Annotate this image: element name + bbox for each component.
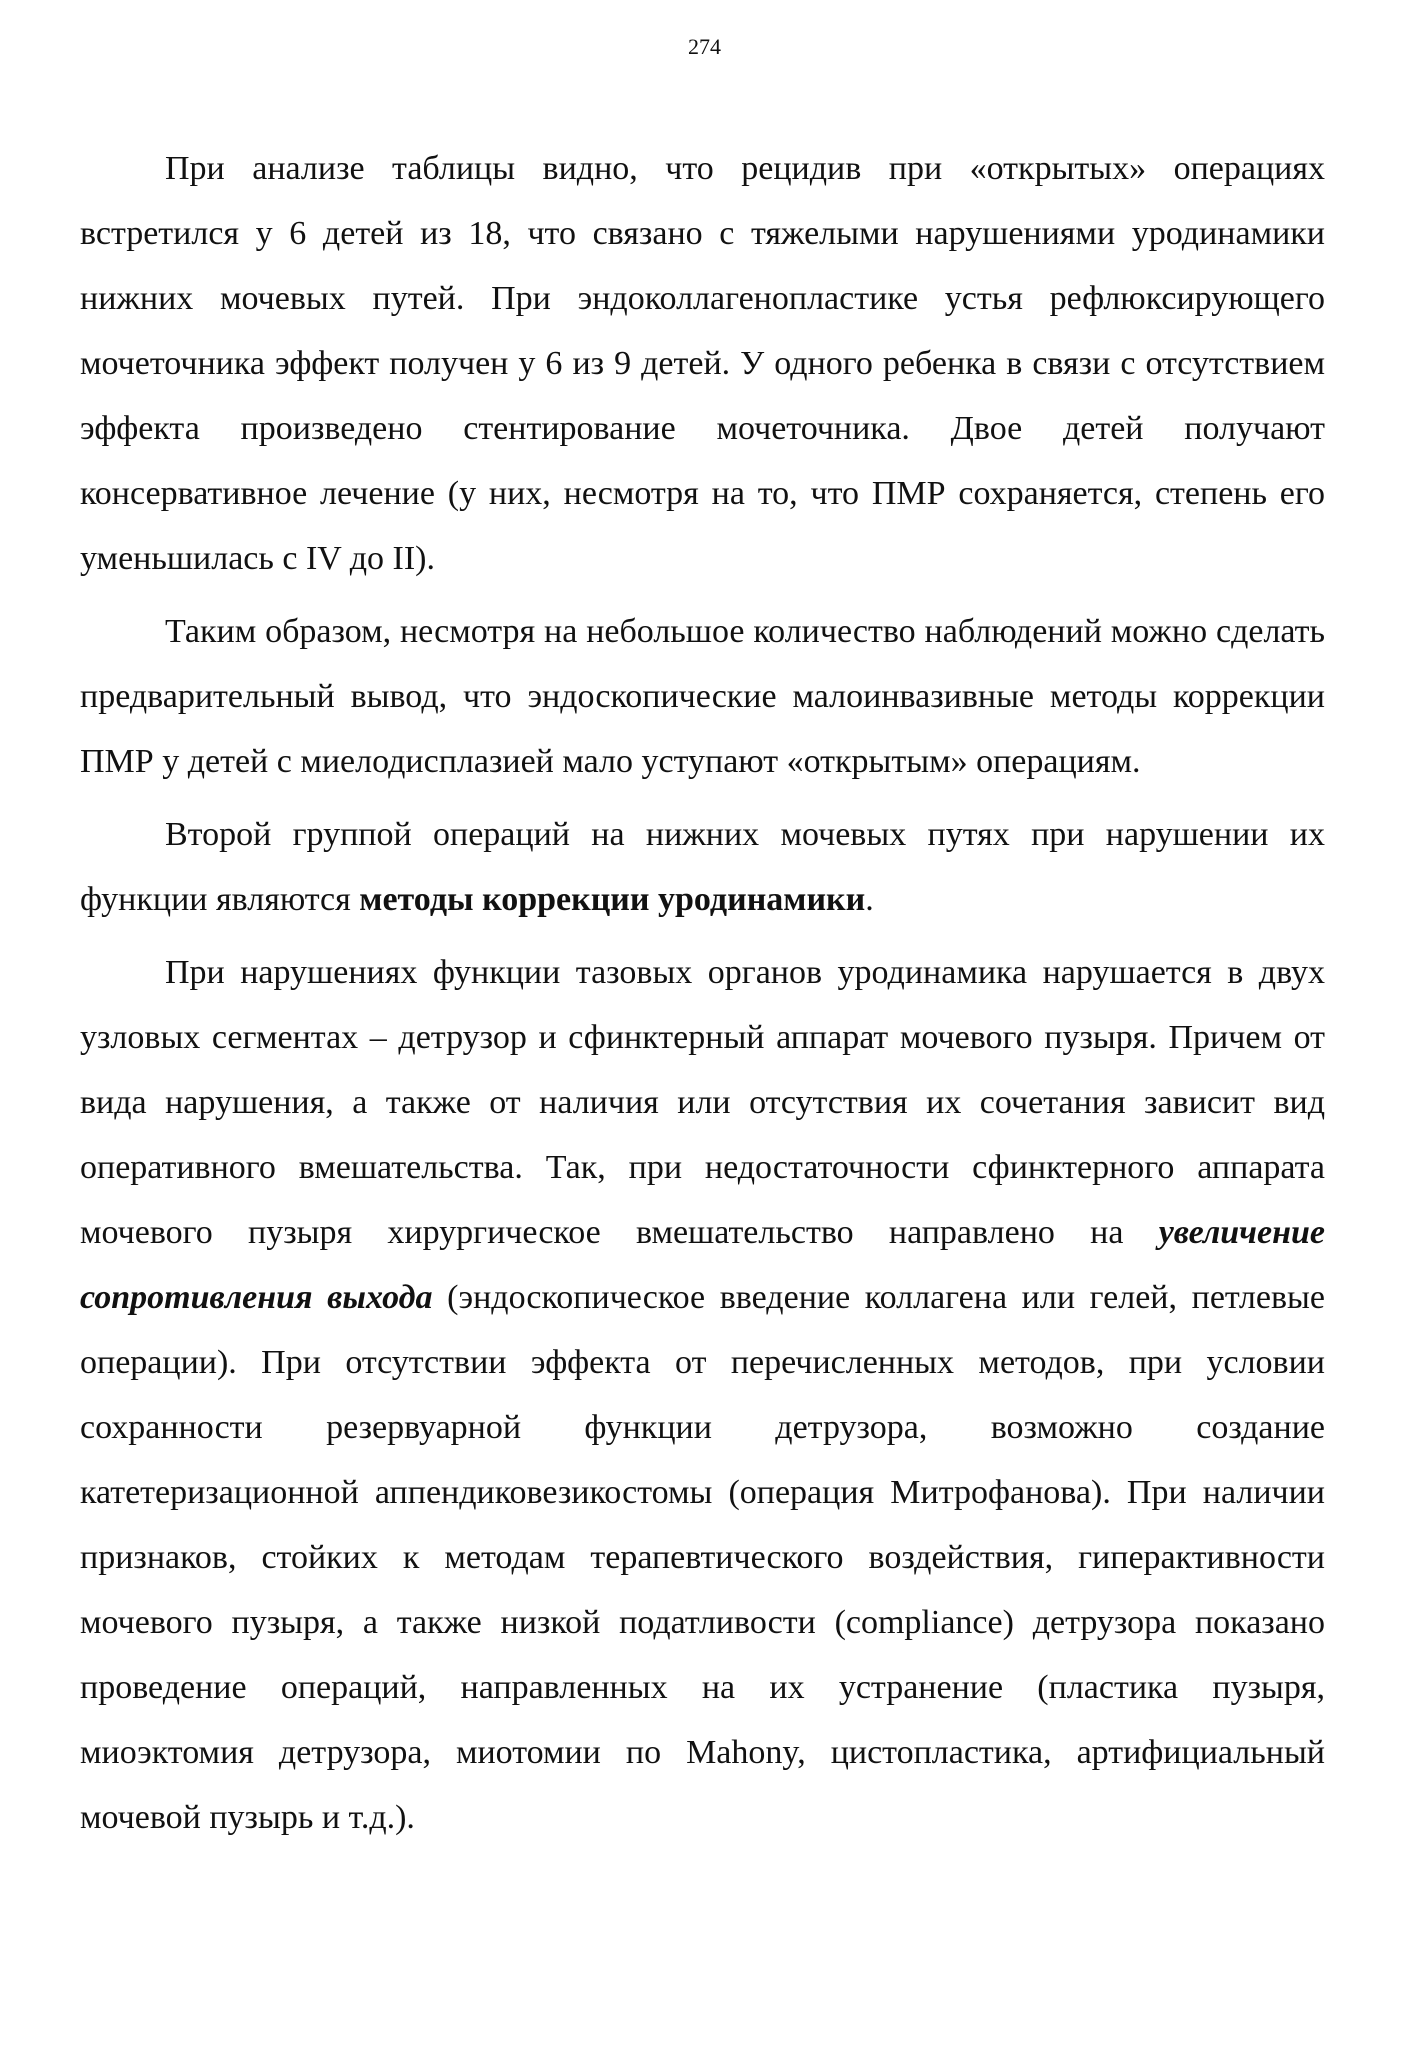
paragraph-pelvic-disorders-end: (эндоскопическое введение коллагена или гелей, петлевые операции). При отсутствии эффекта от перечисленных методов, при условии сохранности резервуарной функции детрузора, возможно создание катетеризационной аппендиковезикостомы (операция Митрофанова). При наличии признаков, стойких к методам терапевтического воздействия, гиперактивности мочевого пузыря, а также низкой податливости (compliance) детрузора показано проведение операций, направленных на их устранение (пластика пузыря, миоэктомия детрузора, миотомии по Mahony, цистопластика, артифициальный мочевой пузырь и т.д.). xyxy=(80,1279,1325,1836)
text-body xyxy=(80,136,1325,1858)
paragraph-pelvic-disorders-text: При нарушениях функции тазовых органов уродинамика нарушается в двух узловых сегментах – детрузор и сфинктерный аппарат мочевого пузыря. Причем от вида нарушения, а также от наличия или отсутствия их сочетания зависит вид оперативного вмешательства. Так, при недостаточности сфинктерного аппарата мочевого пузыря хирургическое вмешательство направлено на xyxy=(80,954,1325,1251)
paragraph-second-group-text: Второй группой операций на нижних мочевых путях при нарушении их функции являются xyxy=(80,816,1325,918)
paragraph-second-group xyxy=(80,802,1325,932)
emphasis-outlet-resistance: увеличение сопротивления выхода xyxy=(80,1214,1325,1316)
paragraph-table-analysis: При анализе таблицы видно, что рецидив при «открытых» операциях встретился у 6 детей из 18, что связано с тяжелыми нарушениями уродинамики нижних мочевых путей. При эндоколлагенопластике устья рефлюксирующего мочеточника эффект получен у 6 из 9 детей. У одного ребенка в связи с отсутствием эффекта произведено стентирование мочеточника. Двое детей получают консервативное лечение (у них, несмотря на то, что ПМР сохраняется, степень его уменьшилась с IV до II). xyxy=(80,150,1325,577)
bold-term-urodynamics-correction: методы коррекции уродинамики xyxy=(359,881,866,918)
paragraph-pelvic-disorders xyxy=(80,940,1325,1850)
page-number: 274 xyxy=(688,34,721,59)
paragraph-second-group-end: . xyxy=(865,881,874,918)
paragraph-conclusion: Таким образом, несмотря на небольшое количество наблюдений можно сделать предварительный вывод, что эндоскопические малоинвазивные методы коррекции ПМР у детей с миелодисплазией мало уступают «открытым» операциям. xyxy=(80,613,1325,780)
